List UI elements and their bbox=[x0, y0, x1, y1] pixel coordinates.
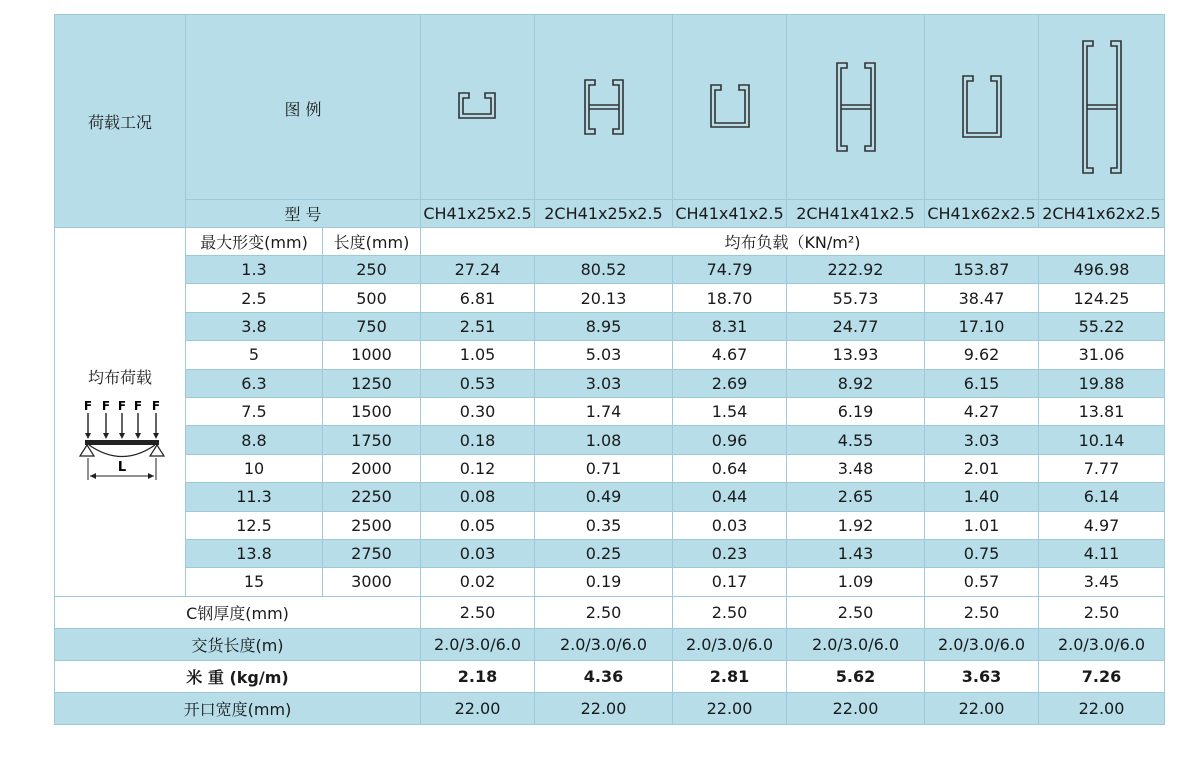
profile-cell bbox=[673, 15, 787, 200]
double-c-channel-41-icon bbox=[833, 61, 879, 153]
force-arrowhead-icon bbox=[119, 433, 125, 439]
load-value-cell: 2.69 bbox=[673, 369, 787, 397]
load-value-cell: 0.17 bbox=[673, 568, 787, 596]
load-value-cell: 24.77 bbox=[787, 312, 925, 340]
load-value-cell: 7.77 bbox=[1039, 454, 1165, 482]
table-row bbox=[55, 312, 1165, 340]
load-value-cell: 1.43 bbox=[787, 539, 925, 567]
span-length-label: L bbox=[117, 460, 127, 476]
load-value-cell: 4.27 bbox=[925, 397, 1039, 425]
load-case-header: 荷载工况 bbox=[55, 15, 186, 228]
force-arrowhead-icon bbox=[153, 433, 159, 439]
c-channel-41-icon bbox=[707, 83, 753, 131]
length-cell: 3000 bbox=[323, 568, 421, 596]
length-cell: 1000 bbox=[323, 341, 421, 369]
footer-value-cell: 7.26 bbox=[1039, 660, 1165, 692]
force-label: F bbox=[83, 399, 93, 414]
load-value-cell: 4.97 bbox=[1039, 511, 1165, 539]
load-value-cell: 1.40 bbox=[925, 483, 1039, 511]
table-row bbox=[55, 369, 1165, 397]
force-label: F bbox=[133, 399, 143, 414]
uniform-load-title: 均布荷载 bbox=[87, 368, 152, 388]
table-row bbox=[55, 284, 1165, 312]
uniform-load-diagram-icon bbox=[70, 398, 170, 494]
footer-value-cell: 22.00 bbox=[535, 692, 673, 724]
force-arrowhead-icon bbox=[103, 433, 109, 439]
deflection-cell: 10 bbox=[186, 454, 323, 482]
load-value-cell: 0.23 bbox=[673, 539, 787, 567]
load-value-cell: 0.96 bbox=[673, 426, 787, 454]
table-row bbox=[55, 454, 1165, 482]
load-value-cell: 4.55 bbox=[787, 426, 925, 454]
model-name: CH41x25x2.5 bbox=[421, 200, 535, 228]
load-value-cell: 4.11 bbox=[1039, 539, 1165, 567]
load-value-cell: 20.13 bbox=[535, 284, 673, 312]
load-value-cell: 1.74 bbox=[535, 397, 673, 425]
load-value-cell: 153.87 bbox=[925, 256, 1039, 284]
deflection-cell: 8.8 bbox=[186, 426, 323, 454]
load-value-cell: 8.31 bbox=[673, 312, 787, 340]
force-label: F bbox=[151, 399, 161, 414]
load-value-cell: 1.05 bbox=[421, 341, 535, 369]
footer-value-cell: 22.00 bbox=[421, 692, 535, 724]
load-value-cell: 31.06 bbox=[1039, 341, 1165, 369]
load-value-cell: 1.09 bbox=[787, 568, 925, 596]
deflection-cell: 5 bbox=[186, 341, 323, 369]
footer-value-cell: 2.50 bbox=[1039, 596, 1165, 628]
load-value-cell: 38.47 bbox=[925, 284, 1039, 312]
load-value-cell: 0.75 bbox=[925, 539, 1039, 567]
length-cell: 750 bbox=[323, 312, 421, 340]
load-value-cell: 0.25 bbox=[535, 539, 673, 567]
footer-value-cell: 4.36 bbox=[535, 660, 673, 692]
model-name: 2CH41x41x2.5 bbox=[787, 200, 925, 228]
footer-value-cell: 2.50 bbox=[421, 596, 535, 628]
deflection-cell: 15 bbox=[186, 568, 323, 596]
model-name: CH41x41x2.5 bbox=[673, 200, 787, 228]
load-value-cell: 1.01 bbox=[925, 511, 1039, 539]
load-value-cell: 0.03 bbox=[421, 539, 535, 567]
load-value-cell: 80.52 bbox=[535, 256, 673, 284]
load-value-cell: 0.03 bbox=[673, 511, 787, 539]
deflection-cell: 6.3 bbox=[186, 369, 323, 397]
footer-row bbox=[55, 628, 1165, 660]
model-name: CH41x62x2.5 bbox=[925, 200, 1039, 228]
footer-row bbox=[55, 692, 1165, 724]
deflection-cell: 2.5 bbox=[186, 284, 323, 312]
footer-row bbox=[55, 596, 1165, 628]
footer-value-cell: 2.50 bbox=[535, 596, 673, 628]
load-value-cell: 6.19 bbox=[787, 397, 925, 425]
footer-row bbox=[55, 660, 1165, 692]
footer-label: 交货长度(m) bbox=[55, 628, 421, 660]
profile-cell bbox=[421, 15, 535, 200]
footer-value-cell: 22.00 bbox=[925, 692, 1039, 724]
load-value-cell: 10.14 bbox=[1039, 426, 1165, 454]
deflection-cell: 7.5 bbox=[186, 397, 323, 425]
double-c-channel-62-icon bbox=[1079, 39, 1125, 175]
load-value-cell: 0.35 bbox=[535, 511, 673, 539]
table-row bbox=[55, 256, 1165, 284]
profile-cell bbox=[787, 15, 925, 200]
footer-value-cell: 3.63 bbox=[925, 660, 1039, 692]
load-value-cell: 4.67 bbox=[673, 341, 787, 369]
load-value-cell: 1.54 bbox=[673, 397, 787, 425]
footer-value-cell: 2.0/3.0/6.0 bbox=[925, 628, 1039, 660]
length-cell: 1500 bbox=[323, 397, 421, 425]
load-value-cell: 55.22 bbox=[1039, 312, 1165, 340]
c-channel-25-icon bbox=[455, 91, 501, 123]
load-value-cell: 27.24 bbox=[421, 256, 535, 284]
footer-value-cell: 2.50 bbox=[925, 596, 1039, 628]
load-value-cell: 3.45 bbox=[1039, 568, 1165, 596]
footer-value-cell: 2.50 bbox=[673, 596, 787, 628]
force-arrowhead-icon bbox=[85, 433, 91, 439]
load-value-cell: 1.08 bbox=[535, 426, 673, 454]
uniform-load-col-header: 均布负载（KN/m²) bbox=[421, 228, 1165, 256]
double-c-channel-25-icon bbox=[581, 78, 627, 136]
load-value-cell: 5.03 bbox=[535, 341, 673, 369]
load-value-cell: 3.03 bbox=[925, 426, 1039, 454]
footer-label: 开口宽度(mm) bbox=[55, 692, 421, 724]
load-value-cell: 17.10 bbox=[925, 312, 1039, 340]
footer-label: C钢厚度(mm) bbox=[55, 596, 421, 628]
load-value-cell: 0.08 bbox=[421, 483, 535, 511]
footer-value-cell: 2.50 bbox=[787, 596, 925, 628]
c-channel-62-icon bbox=[959, 74, 1005, 140]
footer-value-cell: 2.81 bbox=[673, 660, 787, 692]
length-cell: 2750 bbox=[323, 539, 421, 567]
length-cell: 2250 bbox=[323, 483, 421, 511]
length-cell: 500 bbox=[323, 284, 421, 312]
load-value-cell: 0.71 bbox=[535, 454, 673, 482]
deflection-cell: 3.8 bbox=[186, 312, 323, 340]
load-value-cell: 6.14 bbox=[1039, 483, 1165, 511]
footer-value-cell: 22.00 bbox=[787, 692, 925, 724]
profile-cell bbox=[1039, 15, 1165, 200]
deflection-col-header: 最大形变(mm) bbox=[186, 228, 323, 256]
load-value-cell: 13.93 bbox=[787, 341, 925, 369]
table-row bbox=[55, 539, 1165, 567]
uniform-load-cell bbox=[55, 228, 186, 597]
load-value-cell: 0.49 bbox=[535, 483, 673, 511]
load-value-cell: 0.18 bbox=[421, 426, 535, 454]
force-label: F bbox=[117, 399, 127, 414]
legend-header: 图 例 bbox=[186, 15, 421, 200]
footer-label: 米 重 (kg/m) bbox=[55, 660, 421, 692]
load-value-cell: 0.53 bbox=[421, 369, 535, 397]
load-value-cell: 0.57 bbox=[925, 568, 1039, 596]
deflection-cell: 11.3 bbox=[186, 483, 323, 511]
load-value-cell: 1.92 bbox=[787, 511, 925, 539]
footer-value-cell: 22.00 bbox=[1039, 692, 1165, 724]
table-row bbox=[55, 426, 1165, 454]
load-value-cell: 55.73 bbox=[787, 284, 925, 312]
table-row bbox=[55, 568, 1165, 596]
spec-table bbox=[54, 14, 1165, 725]
footer-value-cell: 2.18 bbox=[421, 660, 535, 692]
length-col-header: 长度(mm) bbox=[323, 228, 421, 256]
force-label: F bbox=[101, 399, 111, 414]
load-value-cell: 3.03 bbox=[535, 369, 673, 397]
length-cell: 250 bbox=[323, 256, 421, 284]
load-value-cell: 0.02 bbox=[421, 568, 535, 596]
load-value-cell: 0.19 bbox=[535, 568, 673, 596]
load-value-cell: 124.25 bbox=[1039, 284, 1165, 312]
length-cell: 1750 bbox=[323, 426, 421, 454]
load-value-cell: 13.81 bbox=[1039, 397, 1165, 425]
load-value-cell: 0.05 bbox=[421, 511, 535, 539]
load-value-cell: 3.48 bbox=[787, 454, 925, 482]
load-value-cell: 496.98 bbox=[1039, 256, 1165, 284]
load-value-cell: 8.95 bbox=[535, 312, 673, 340]
load-value-cell: 18.70 bbox=[673, 284, 787, 312]
load-value-cell: 2.65 bbox=[787, 483, 925, 511]
table-row bbox=[55, 397, 1165, 425]
load-value-cell: 74.79 bbox=[673, 256, 787, 284]
load-value-cell: 2.01 bbox=[925, 454, 1039, 482]
model-header: 型 号 bbox=[186, 200, 421, 228]
footer-value-cell: 2.0/3.0/6.0 bbox=[673, 628, 787, 660]
footer-value-cell: 2.0/3.0/6.0 bbox=[787, 628, 925, 660]
length-cell: 2500 bbox=[323, 511, 421, 539]
load-value-cell: 6.81 bbox=[421, 284, 535, 312]
footer-value-cell: 5.62 bbox=[787, 660, 925, 692]
load-value-cell: 0.30 bbox=[421, 397, 535, 425]
force-arrowhead-icon bbox=[135, 433, 141, 439]
table-row bbox=[55, 511, 1165, 539]
load-value-cell: 9.62 bbox=[925, 341, 1039, 369]
load-value-cell: 19.88 bbox=[1039, 369, 1165, 397]
length-cell: 2000 bbox=[323, 454, 421, 482]
load-value-cell: 0.64 bbox=[673, 454, 787, 482]
model-name: 2CH41x62x2.5 bbox=[1039, 200, 1165, 228]
load-value-cell: 0.44 bbox=[673, 483, 787, 511]
model-name: 2CH41x25x2.5 bbox=[535, 200, 673, 228]
load-value-cell: 8.92 bbox=[787, 369, 925, 397]
footer-value-cell: 2.0/3.0/6.0 bbox=[1039, 628, 1165, 660]
deflection-cell: 12.5 bbox=[186, 511, 323, 539]
deflection-cell: 13.8 bbox=[186, 539, 323, 567]
load-value-cell: 0.12 bbox=[421, 454, 535, 482]
profile-cell bbox=[925, 15, 1039, 200]
load-value-cell: 2.51 bbox=[421, 312, 535, 340]
footer-value-cell: 2.0/3.0/6.0 bbox=[421, 628, 535, 660]
load-value-cell: 222.92 bbox=[787, 256, 925, 284]
footer-value-cell: 2.0/3.0/6.0 bbox=[535, 628, 673, 660]
load-value-cell: 6.15 bbox=[925, 369, 1039, 397]
table-row bbox=[55, 483, 1165, 511]
table-row bbox=[55, 341, 1165, 369]
deflection-cell: 1.3 bbox=[186, 256, 323, 284]
footer-value-cell: 22.00 bbox=[673, 692, 787, 724]
profile-cell bbox=[535, 15, 673, 200]
length-cell: 1250 bbox=[323, 369, 421, 397]
